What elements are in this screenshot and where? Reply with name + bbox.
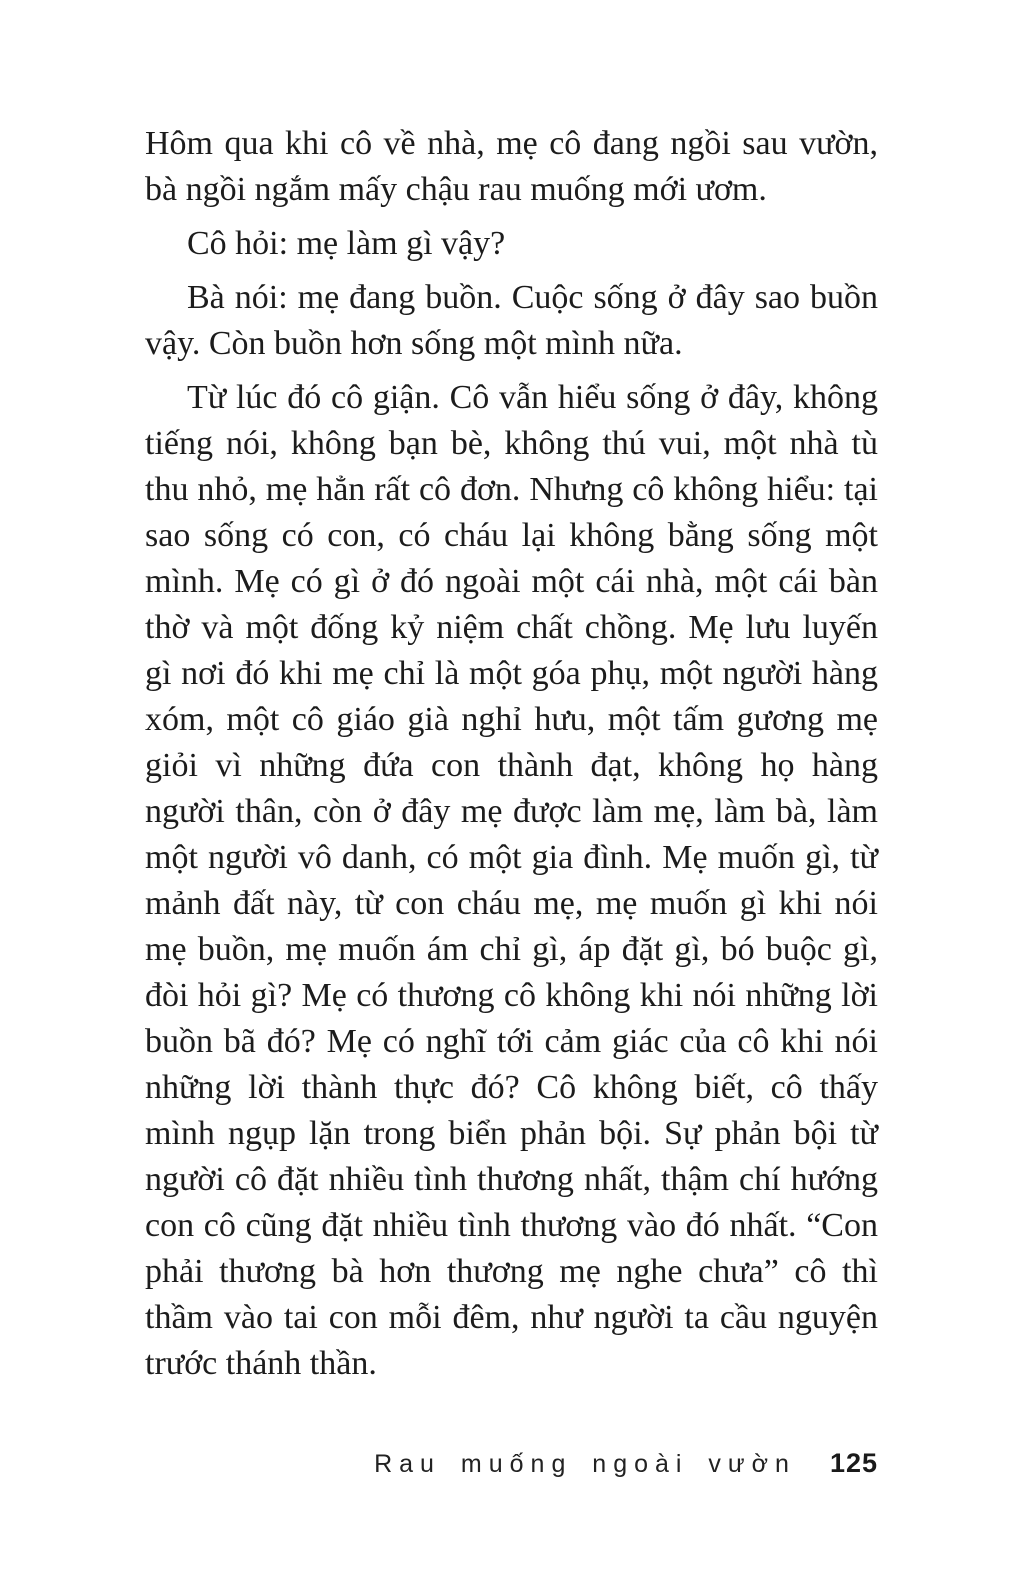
body-text [145, 121, 878, 1395]
paragraph: Hôm qua khi cô về nhà, mẹ cô đang ngồi sau vườn, bà ngồi ngắm mấy chậu rau muống mới ươm. [145, 125, 878, 208]
paragraph: Bà nói: mẹ đang buồn. Cuộc sống ở đây sao buồn vậy. Còn buồn hơn sống một mình nữa. [145, 279, 878, 362]
running-chapter-title: Rau muống ngoài vườn [374, 1450, 796, 1478]
paragraph: Cô hỏi: mẹ làm gì vậy? [187, 225, 506, 262]
page-footer [374, 1448, 878, 1479]
paragraph: Từ lúc đó cô giận. Cô vẫn hiểu sống ở đây, không tiếng nói, không bạn bè, không thú vui, một nhà tù thu nhỏ, mẹ hẳn rất cô đơn. Nhưng cô không hiểu: tại sao sống có con, có cháu lại không bằng sống một mình. Mẹ có gì ở đó ngoài một cái nhà, một cái bàn thờ và một đống kỷ niệm chất chồng. Mẹ lưu luyến gì nơi đó khi mẹ chỉ là một góa phụ, một người hàng xóm, một cô giáo già nghỉ hưu, một tấm gương mẹ giỏi vì những đứa con thành đạt, không họ hàng người thân, còn ở đây mẹ được làm mẹ, làm bà, làm một người vô danh, có một gia đình. Mẹ muốn gì, từ mảnh đất này, từ con cháu mẹ, mẹ muốn gì khi nói mẹ buồn, mẹ muốn ám chỉ gì, áp đặt gì, bó buộc gì, đòi hỏi gì? Mẹ có thương cô không khi nói những lời buồn bã đó? Mẹ có nghĩ tới cảm giác của cô khi nói những lời thành thực đó? Cô không biết, cô thấy mình ngụp lặn trong biển phản bội. Sự phản bội từ người cô đặt nhiều tình thương nhất, thậm chí hướng con cô cũng đặt nhiều tình thương vào đó nhất. “Con phải thương bà hơn thương mẹ nghe chưa” cô thì thầm vào tai con mỗi đêm, như người ta cầu nguyện trước thánh thần. [145, 379, 878, 1382]
page-number: 125 [829, 1448, 878, 1478]
